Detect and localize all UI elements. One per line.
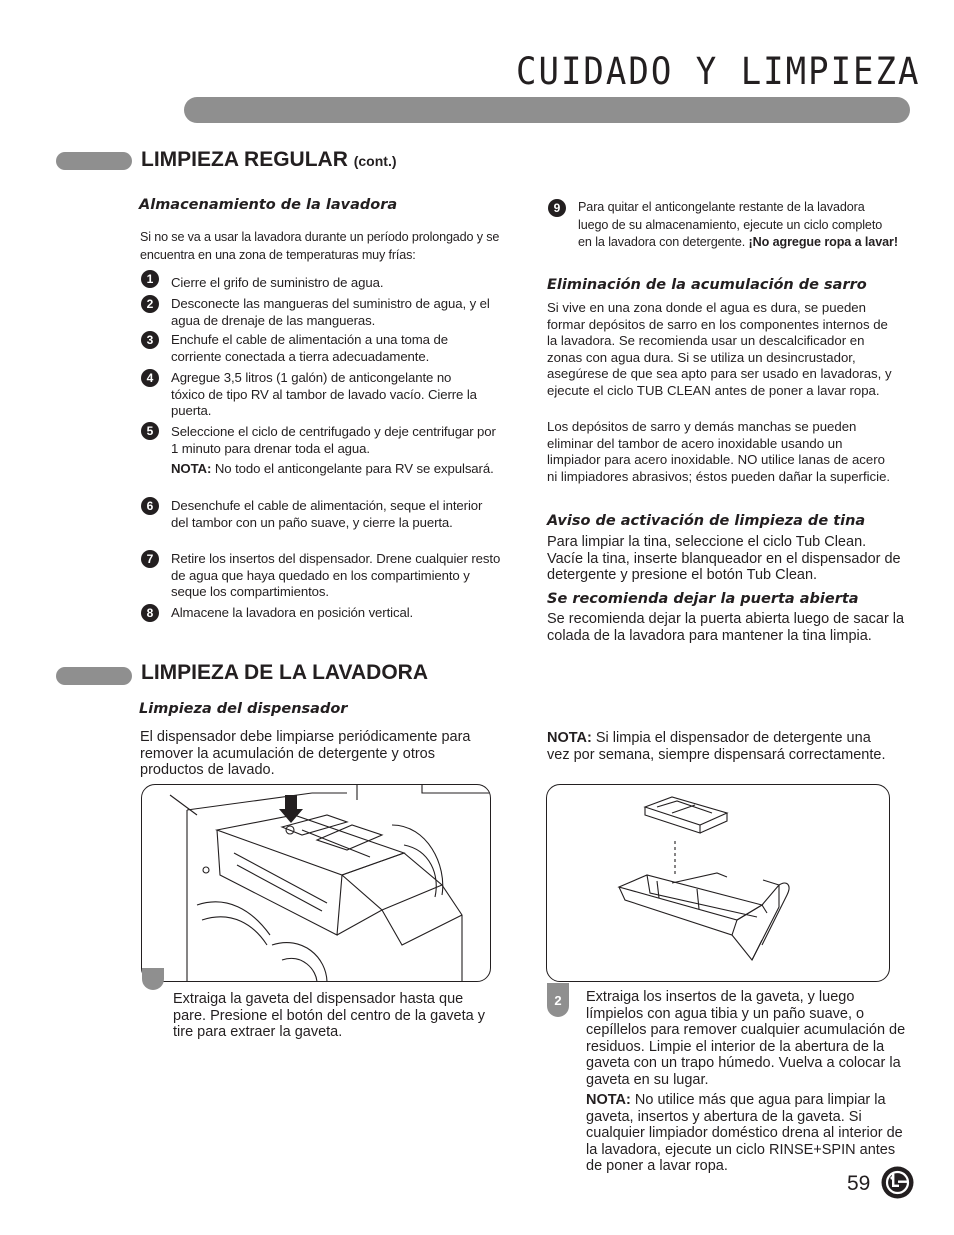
figure-dispenser-inserts <box>546 784 890 982</box>
step-1-tab <box>142 968 164 990</box>
dispenser-step-1-text: Extraiga la gaveta del dispensador hasta que pare. Presione el botón del centro de la gaveta y tire para extraer la gaveta. <box>173 991 485 1040</box>
note-text: No utilice más que agua para limpiar la gaveta, insertos y abertura de la gaveta. Si cualquier limpiador doméstico drena al interior de la lavadora, ejecute un ciclo RINSE+SPIN antes de poner a lavar ropa. <box>586 1092 903 1174</box>
note-text: Si limpia el dispensador de detergente una vez por semana, siempre dispensará correctamente. <box>547 730 886 763</box>
subheading-aviso-tina: Aviso de activación de limpieza de tina <box>547 513 866 529</box>
storage-step-5 <box>141 422 501 494</box>
door-open-text: Se recomienda dejar la puerta abierta luego de sacar la colada de la lavadora para mantener la tina limpia. <box>547 611 905 644</box>
section-title-text: LIMPIEZA REGULAR <box>141 148 348 171</box>
step-number: 8 <box>141 604 159 622</box>
dispenser-step-2-note <box>586 1092 904 1175</box>
dispenser-step-2-text: Extraiga los insertos de la gaveta, y luego límpielos con agua tibia y un paño suave, o cepíllelos para remover cualquier acumulación de residuos. Limpie el interior de la abertura de la gaveta con un trapo húmedo. Vuelva a colocar la gaveta en su lugar. <box>586 989 906 1088</box>
tub-notice-text: Para limpiar la tina, seleccione el ciclo Tub Clean. Vacíe la tina, inserte blanqueador en el dispensador de detergente y presione el botón Tub Clean. <box>547 534 901 583</box>
subheading-almacenamiento: Almacenamiento de la lavadora <box>139 197 398 213</box>
figure-dispenser-drawer <box>141 784 491 982</box>
step-text <box>171 424 501 478</box>
step-number: 4 <box>141 369 159 387</box>
section-title-limpieza-regular <box>141 148 397 172</box>
step-number: 6 <box>141 497 159 515</box>
step-number: 1 <box>141 270 159 288</box>
dispenser-note <box>547 730 897 763</box>
step-text: Almacene la lavadora en posición vertical. <box>171 605 414 620</box>
scale-paragraph-1: Si vive en una zona donde el agua es dura, se pueden formar depósitos de sarro en los componentes internos de la lavadora. Se recomienda usar un descalcificador en zonas con agua dura. Si se utiliza un desincrustador, asegúrese de que sea apto para ser usado en lavadoras, y ejecute el ciclo TUB CLEAN antes de poner a lavar ropa. <box>547 300 892 398</box>
storage-step-4 <box>141 369 501 421</box>
step-text: Retire los insertos del dispensador. Drene cualquier resto de agua que haya quedado en los compartimiento y seque los compartimientos. <box>171 551 501 599</box>
section-title-limpieza-lavadora: LIMPIEZA DE LA LAVADORA <box>141 661 428 684</box>
step-number: 9 <box>548 199 566 217</box>
note-label: NOTA: <box>547 730 592 746</box>
storage-intro: Si no se va a usar la lavadora durante un período prolongado y se encuentra en una zona de temperaturas muy frías: <box>140 230 500 262</box>
drawer-insert-illustration <box>547 785 890 982</box>
scale-paragraph-2: Los depósitos de sarro y demás manchas se pueden eliminar del tambor de acero inoxidable usando un limpiador para acero inoxidable. NO utilice lanas de acero ni limpiadores abrasivos; éstos pueden dañar la superficie. <box>547 419 891 484</box>
step-number: 2 <box>141 295 159 313</box>
step-text: Desconecte las mangueras del suministro de agua, y el agua de drenaje de las mangueras. <box>171 296 490 328</box>
subheading-dispensador: Limpieza del dispensador <box>139 701 348 717</box>
step-text-main: Para quitar el anticongelante restante de la lavadora luego de su almacenamiento, ejecute un ciclo completo en la lavadora con detergente. <box>578 200 883 249</box>
page-title: CUIDADO Y LIMPIEZA <box>516 50 921 94</box>
step-number: 3 <box>141 331 159 349</box>
note-label: NOTA: <box>586 1092 631 1108</box>
note-text: No todo el anticongelante para RV se expulsará. <box>214 461 494 476</box>
step-text: Cierre el grifo de suministro de agua. <box>171 275 384 290</box>
washer-drawer-illustration <box>142 785 491 982</box>
subheading-puerta-abierta: Se recomienda dejar la puerta abierta <box>547 591 859 607</box>
step-text-bold: ¡No agregue ropa a lavar! <box>748 235 898 249</box>
dispenser-intro: El dispensador debe limpiarse periódicamente para remover la acumulación de detergente y otros productos de lavado. <box>140 729 471 778</box>
step-text <box>578 199 898 252</box>
step-note <box>171 461 501 478</box>
storage-step-3 <box>141 331 501 367</box>
storage-step-1 <box>141 270 501 288</box>
header-bar <box>184 97 910 123</box>
storage-step-8 <box>141 604 501 622</box>
subheading-sarro: Eliminación de la acumulación de sarro <box>547 277 867 293</box>
step-text-main: Seleccione el ciclo de centrifugado y deje centrifugar por 1 minuto para drenar toda el agua. <box>171 424 496 456</box>
storage-step-2 <box>141 295 501 331</box>
step-text: Enchufe el cable de alimentación a una toma de corriente conectada a tierra adecuadamente. <box>171 332 448 364</box>
step-number: 7 <box>141 550 159 568</box>
storage-step-6 <box>141 497 501 549</box>
storage-step-9 <box>548 199 898 265</box>
page-number: 59 <box>847 1172 871 1195</box>
section-title-suffix: (cont.) <box>353 153 397 169</box>
step-number: 5 <box>141 422 159 440</box>
step-2-tab: 2 <box>547 983 569 1017</box>
storage-step-7 <box>141 550 501 602</box>
step-text: Agregue 3,5 litros (1 galón) de anticongelante no tóxico de tipo RV al tambor de lavado vacío. Cierre la puerta. <box>171 370 477 418</box>
note-label: NOTA: <box>171 461 212 476</box>
lg-logo-icon <box>881 1166 914 1199</box>
section-marker <box>56 667 132 685</box>
step-text: Desenchufe el cable de alimentación, seque el interior del tambor con un paño suave, y cierre la puerta. <box>171 498 483 530</box>
section-marker <box>56 152 132 170</box>
